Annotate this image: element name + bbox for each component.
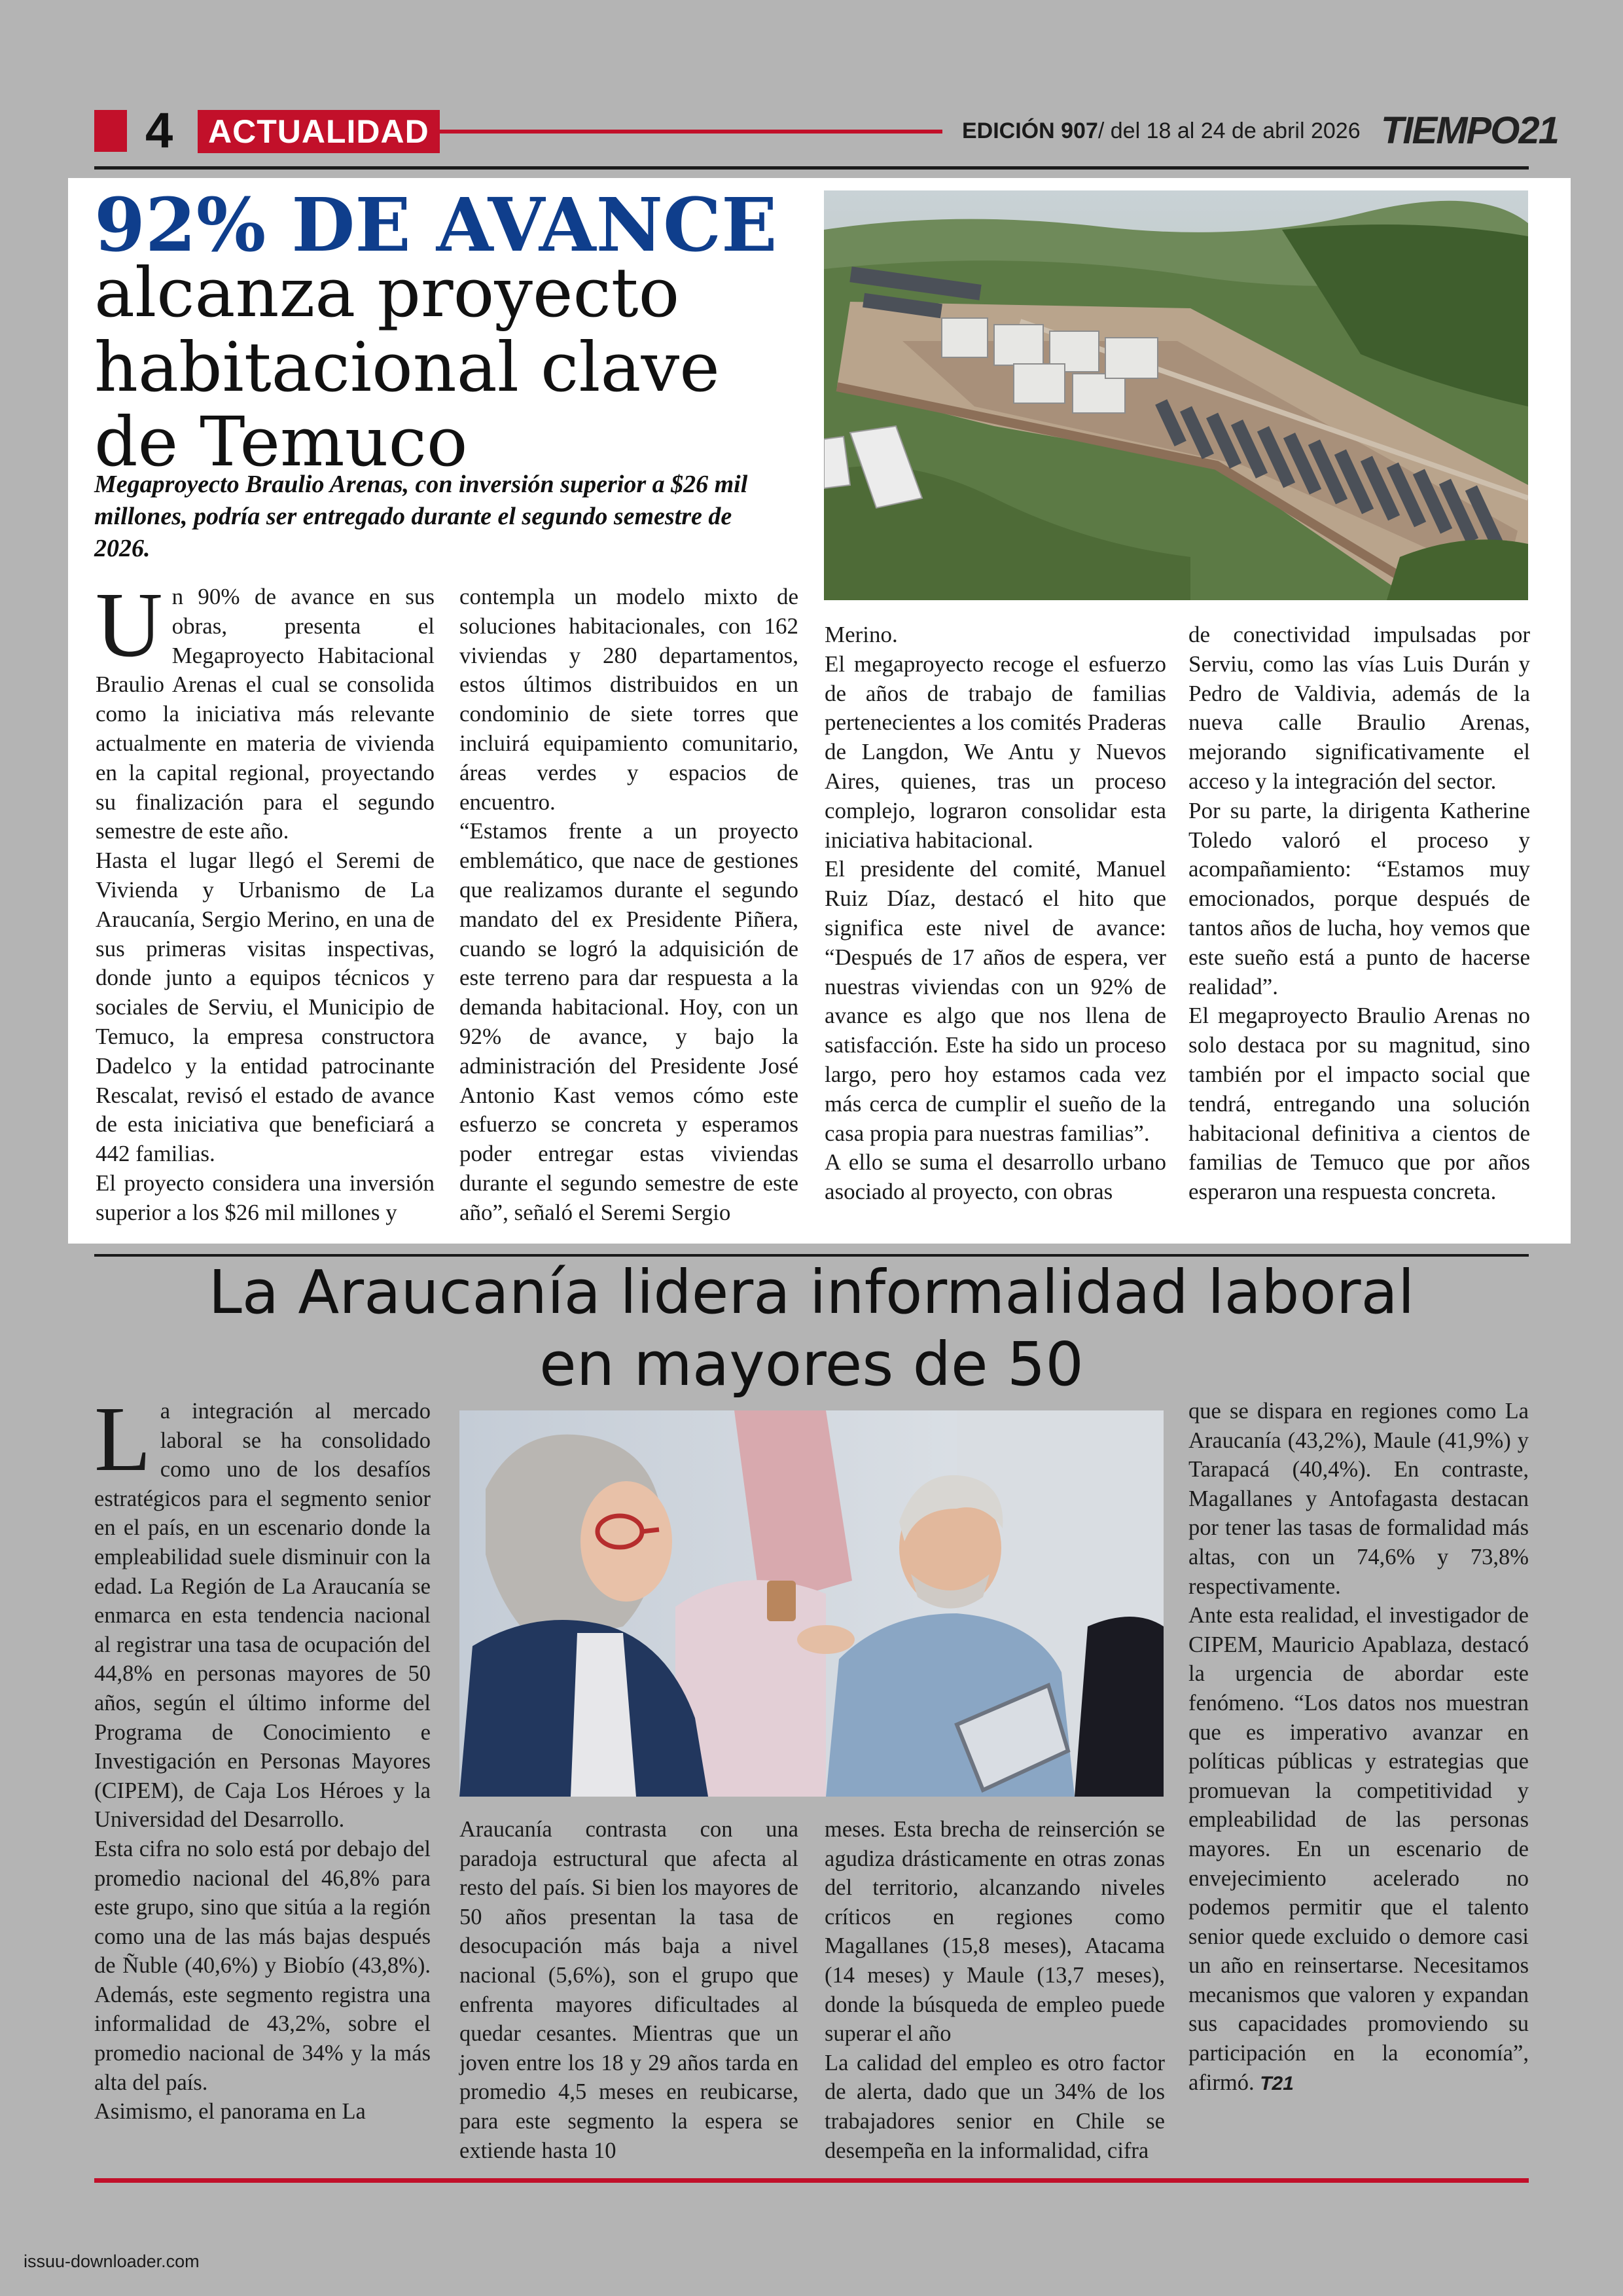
article2-column-1 xyxy=(94,1387,431,2169)
end-of-article-mark: T21 xyxy=(1260,2072,1294,2094)
article1-paragraph: El proyecto considera una inversión superior a los $26 mil millones y xyxy=(96,1170,435,1225)
article1-paragraph: Merino. xyxy=(825,622,898,647)
article2-paragraph: meses. Esta brecha de reinserción se agudiza drásticamente en otras zonas del territorio, alcanzando niveles críticos en regiones como Magallanes (15,8 meses), Atacama (14 meses) y Maule (13,7 meses), donde la búsqueda de empleo puede superar el año xyxy=(825,1817,1165,2047)
article1-column-1 xyxy=(96,573,435,1237)
article1-paragraph: El presidente del comité, Manuel Ruiz Díaz, destacó el hito que significa este nivel de avance: “Después de 17 años de espera, ver nuestras viviendas con un 92% de avance es algo que nos llena de satisfacción. Este ha sido un proceso largo, pero hoy estamos cada vez más cerca de cumplir el sueño de la casa propia para nuestras familias”. xyxy=(825,856,1166,1146)
footer-red-rule xyxy=(94,2178,1529,2183)
edition-number: EDICIÓN 907 xyxy=(962,118,1098,143)
article1-paragraph: Hasta el lugar llegó el Seremi de Vivienda y Urbanismo de La Araucanía, Sergio Merino, en una de sus primeras visitas inspectivas, donde junto a equipos técnicos y sociales de Serviu, el Municipio de Temuco, la empresa constructora Dadelco y la entidad patrocinante Rescalat, revisó el estado de avance de esta iniciativa que beneficiará a 442 familias. xyxy=(96,848,435,1167)
article1-paragraph: “Estamos frente a un proyecto emblemático, que nace de gestiones que realizamos durante el segundo mandato del ex Presidente Piñera, cuando se logró la adquisición de este terreno para dar respuesta a la demanda habitacional. Hoy, con un 92% de avance, y bajo la administración del Presidente José Antonio Kast vemos cómo este esfuerzo se concreta y esperamos poder entregar estas viviendas durante el segundo semestre de este año”, señaló el Seremi Sergio xyxy=(459,818,798,1225)
article1-subhead: Megaproyecto Braulio Arenas, con inversión superior a $26 mil millones, podría ser entregado durante el segundo semestre de 2026. xyxy=(94,471,748,562)
article2-paragraph: a integración al mercado laboral se ha consolidado como uno de los desafíos estratégicos para el segmento senior en el país, en un escenario donde la empleabilidad suele disminuir con la edad. La Región de La Araucanía se enmarca en esta tendencia nacional al registrar una tasa de ocupación del 44,8% en personas mayores de 50 años, según el último informe del Programa de Conocimiento e Investigación en Personas Mayores (CIPEM), de Caja Los Héroes y la Universidad del Desarrollo. xyxy=(94,1399,431,1833)
aerial-housing-construction-photo xyxy=(824,190,1528,600)
article1-column-3 xyxy=(825,620,1166,1242)
senior-workers-tablet-photo xyxy=(459,1410,1164,1797)
section-marker-square xyxy=(94,110,127,152)
header-red-line xyxy=(432,130,942,134)
article2-headline-line2: en mayores de 50 xyxy=(539,1329,1084,1399)
article2-dropcap: L xyxy=(94,1387,151,1490)
article2-column-4 xyxy=(1188,1397,1529,2169)
newspaper-logo: TIEMPO21 xyxy=(1381,109,1558,152)
article1-headline: alcanza proyecto habitacional clave de Temuco xyxy=(94,253,720,482)
article2-paragraph: que se dispara en regiones como La Araucanía (43,2%), Maule (41,9%) y Tarapacá (40,4%). En contraste, Magallanes y Antofagasta destacan por tener las tasas de formalidad más altas, con un 74,6% y 73,8% respectivamente. xyxy=(1188,1399,1529,1599)
article1-paragraph: A ello se suma el desarrollo urbano asociado al proyecto, con obras xyxy=(825,1149,1166,1205)
header-rule xyxy=(94,166,1529,170)
article2-paragraph: Ante esta realidad, el investigador de CIPEM, Mauricio Apablaza, destacó la urgencia de abordar este fenómeno. “Los datos nos muestran que es imperativo avanzar en políticas públicas y estrategias que promuevan la competitividad y empleabilidad de las personas mayores. En un escenario de envejecimiento acelerado no podemos permitir que el talento senior quede excluido o demore casi un año en reinsertarse. Necesitamos mecanismos que valoren y expandan sus capacidades promoviendo su participación en la economía”, afirmó. xyxy=(1188,1603,1529,2095)
section-label: ACTUALIDAD xyxy=(198,110,440,153)
article1-paragraph: contempla un modelo mixto de soluciones habitacionales, con 162 viviendas y 280 departamentos, estos últimos distribuidos en un condominio de siete torres que incluirá equipamiento comunitario, áreas verdes y espacios de encuentro. xyxy=(459,584,798,815)
article1-paragraph: El megaproyecto recoge el esfuerzo de años de trabajo de familias pertenecientes a los comités Praderas de Langdon, We Antu y Nuevos Aires, quienes, tras un proceso complejo, lograron consolidar esta iniciativa habitacional. xyxy=(825,651,1166,853)
article2-headline-line1: La Araucanía lidera informalidad laboral xyxy=(208,1257,1415,1327)
article2-paragraph: Araucanía contrasta con una paradoja estructural que afecta al resto del país. Si bien los mayores de 50 años presentan la tasa de desocupación más baja a nivel nacional (5,6%), son el grupo que enfrenta mayores dificultades al quedar cesantes. Mientras que un joven entre los 18 y 29 años tarda en promedio 4,5 meses en reubicarse, para este segmento la espera se extiende hasta 10 xyxy=(459,1817,798,2163)
article1-paragraph: El megaproyecto Braulio Arenas no solo destaca por su magnitud, sino también por el impacto social que tendrá, entregando una solución habitacional definitiva a cientos de familias de Temuco que por años esperaron una respuesta concreta. xyxy=(1188,1003,1530,1205)
edition-dates: / del 18 al 24 de abril 2026 xyxy=(1097,118,1361,143)
edition-info xyxy=(962,113,1361,149)
article1-kicker: 92% DE AVANCE xyxy=(94,183,777,268)
page-number: 4 xyxy=(145,103,173,158)
article2-paragraph: Esta cifra no solo está por debajo del promedio nacional del 46,8% para este grupo, sino que sitúa a la región como una de las más bajas después de Ñuble (40,6%) y Biobío (43,8%). Además, este segmento registra una informalidad de 43,2%, sobre el promedio nacional de 34% y la más alta del país. xyxy=(94,1836,431,2095)
article1-dropcap: U xyxy=(96,573,163,676)
article1-paragraph: n 90% de avance en sus obras, presenta el Megaproyecto Habitacional Braulio Arenas el cual se consolida como la iniciativa más relevante actualmente en materia de vivienda en la capital regional, proyectando su finalización para el segundo semestre de este año. xyxy=(96,584,435,844)
watermark-text: issuu-downloader.com xyxy=(24,2251,200,2271)
article2-paragraph: Asimismo, el panorama en La xyxy=(94,2099,366,2125)
article2-column-3 xyxy=(825,1815,1165,2181)
article2-paragraph: La calidad del empleo es otro factor de alerta, dado que un 34% de los trabajadores senior en Chile se desempeña en la informalidad, cifra xyxy=(825,2050,1165,2163)
article2-column-2 xyxy=(459,1815,798,2181)
article1-paragraph: de conectividad impulsadas por Serviu, como las vías Luis Durán y Pedro de Valdivia, además de la nueva calle Braulio Arenas, mejorando significativamente el acceso y la integración del sector. xyxy=(1188,622,1530,794)
article1-column-2 xyxy=(459,583,798,1237)
article1-paragraph: Por su parte, la dirigenta Katherine Toledo valoró el proceso y acompañamiento: “Estamos muy emocionados, porque después de tantos años de lucha, hoy vemos que este sueño está a punto de hacerse realidad”. xyxy=(1188,797,1530,999)
article1-column-4 xyxy=(1188,620,1530,1242)
article2-headline xyxy=(105,1257,1518,1401)
